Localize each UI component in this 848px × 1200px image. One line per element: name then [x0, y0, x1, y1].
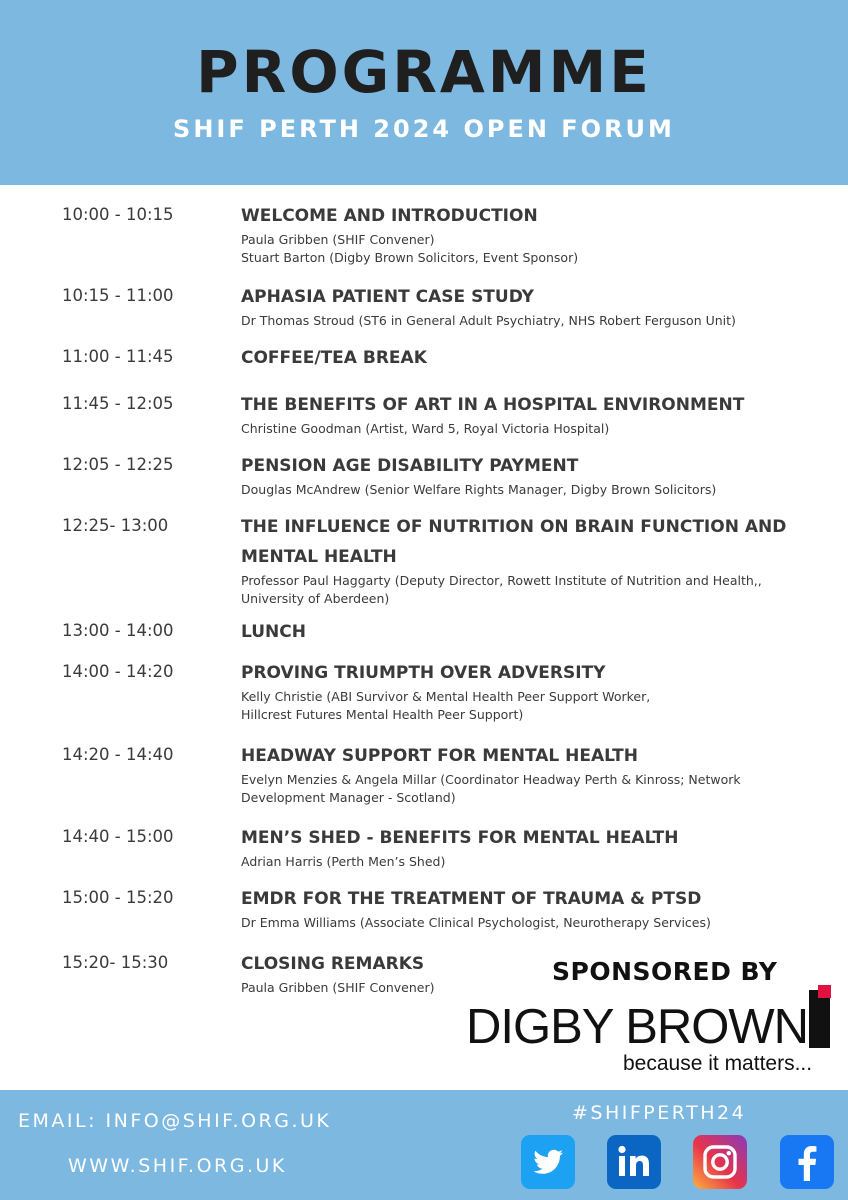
session-speaker: Douglas McAndrew (Senior Welfare Rights Manager, Digby Brown Solicitors) [241, 482, 717, 497]
session-speaker: Paula Gribben (SHIF Convener) [241, 232, 435, 247]
sponsor-label: SPONSORED BY [552, 957, 778, 986]
session-content [241, 888, 821, 932]
session-content [241, 394, 821, 438]
page-title: PROGRAMME [196, 38, 652, 106]
session-speaker: Dr Thomas Stroud (ST6 in General Adult Psychiatry, NHS Robert Ferguson Unit) [241, 313, 736, 328]
sponsor-block [460, 955, 840, 1080]
session-title: LUNCH [241, 622, 306, 642]
facebook-icon[interactable] [780, 1135, 834, 1189]
page-subtitle: SHIF PERTH 2024 OPEN FORUM [173, 115, 675, 143]
session-content [241, 286, 821, 330]
session-time: 11:45 - 12:05 [62, 394, 174, 413]
session-speaker: Dr Emma Williams (Associate Clinical Psychologist, Neurotherapy Services) [241, 915, 711, 930]
session-time: 11:00 - 11:45 [62, 347, 174, 366]
session-content [241, 347, 821, 373]
sponsor-logo-text: DIGBY BROWN [466, 1000, 809, 1054]
sponsor-logo-dot [818, 985, 831, 998]
session-content [241, 516, 821, 608]
session-title: THE BENEFITS OF ART IN A HOSPITAL ENVIRONMENT [241, 395, 745, 415]
contact-email[interactable]: EMAIL: INFO@SHIF.ORG.UK [18, 1110, 332, 1132]
session-title: PENSION AGE DISABILITY PAYMENT [241, 456, 579, 476]
session-time: 10:15 - 11:00 [62, 286, 174, 305]
session-title: APHASIA PATIENT CASE STUDY [241, 287, 534, 307]
session-speaker: Kelly Christie (ABI Survivor & Mental Health Peer Support Worker, [241, 689, 651, 704]
sponsor-logo-bar [809, 990, 830, 1048]
session-title: CLOSING REMARKS [241, 954, 425, 974]
session-speaker: Hillcrest Futures Mental Health Peer Support) [241, 707, 524, 722]
instagram-icon[interactable] [693, 1135, 747, 1189]
website-link[interactable]: WWW.SHIF.ORG.UK [68, 1155, 287, 1177]
twitter-icon[interactable] [521, 1135, 575, 1189]
session-time: 14:00 - 14:20 [62, 662, 174, 681]
session-content [241, 827, 821, 871]
session-speaker: Evelyn Menzies & Angela Millar (Coordinator Headway Perth & Kinross; Network Development Manager - Scotland) [241, 772, 741, 805]
session-time: 14:20 - 14:40 [62, 745, 174, 764]
session-time: 15:20- 15:30 [62, 953, 169, 972]
session-time: 14:40 - 15:00 [62, 827, 174, 846]
session-title: EMDR FOR THE TREATMENT OF TRAUMA & PTSD [241, 889, 702, 909]
session-content [241, 662, 821, 724]
session-time: 12:05 - 12:25 [62, 455, 174, 474]
session-time: 15:00 - 15:20 [62, 888, 174, 907]
session-title: COFFEE/TEA BREAK [241, 348, 427, 368]
session-title: HEADWAY SUPPORT FOR MENTAL HEALTH [241, 746, 638, 766]
session-title: THE INFLUENCE OF NUTRITION ON BRAIN FUNCTION AND MENTAL HEALTH [241, 517, 787, 567]
session-content [241, 455, 821, 499]
session-content [241, 745, 821, 807]
session-title: PROVING TRIUMPTH OVER ADVERSITY [241, 663, 606, 683]
session-title: MEN’S SHED - BENEFITS FOR MENTAL HEALTH [241, 828, 679, 848]
session-title: WELCOME AND INTRODUCTION [241, 206, 538, 226]
session-speaker: Adrian Harris (Perth Men’s Shed) [241, 854, 446, 869]
session-speaker: Professor Paul Haggarty (Deputy Director, Rowett Institute of Nutrition and Health,, University of Aberdeen) [241, 573, 762, 606]
linkedin-icon[interactable] [607, 1135, 661, 1189]
footer [0, 1090, 848, 1200]
sponsor-tagline: because it matters... [623, 1052, 813, 1075]
header-banner [0, 0, 848, 185]
session-time: 12:25- 13:00 [62, 516, 169, 535]
session-speaker: Paula Gribben (SHIF Convener) [241, 980, 435, 995]
session-time: 13:00 - 14:00 [62, 621, 174, 640]
session-content [241, 621, 821, 647]
session-speaker: Stuart Barton (Digby Brown Solicitors, Event Sponsor) [241, 250, 579, 265]
event-hashtag: #SHIFPERTH24 [572, 1102, 747, 1124]
session-content [241, 205, 821, 267]
session-speaker: Christine Goodman (Artist, Ward 5, Royal Victoria Hospital) [241, 421, 610, 436]
session-time: 10:00 - 10:15 [62, 205, 174, 224]
